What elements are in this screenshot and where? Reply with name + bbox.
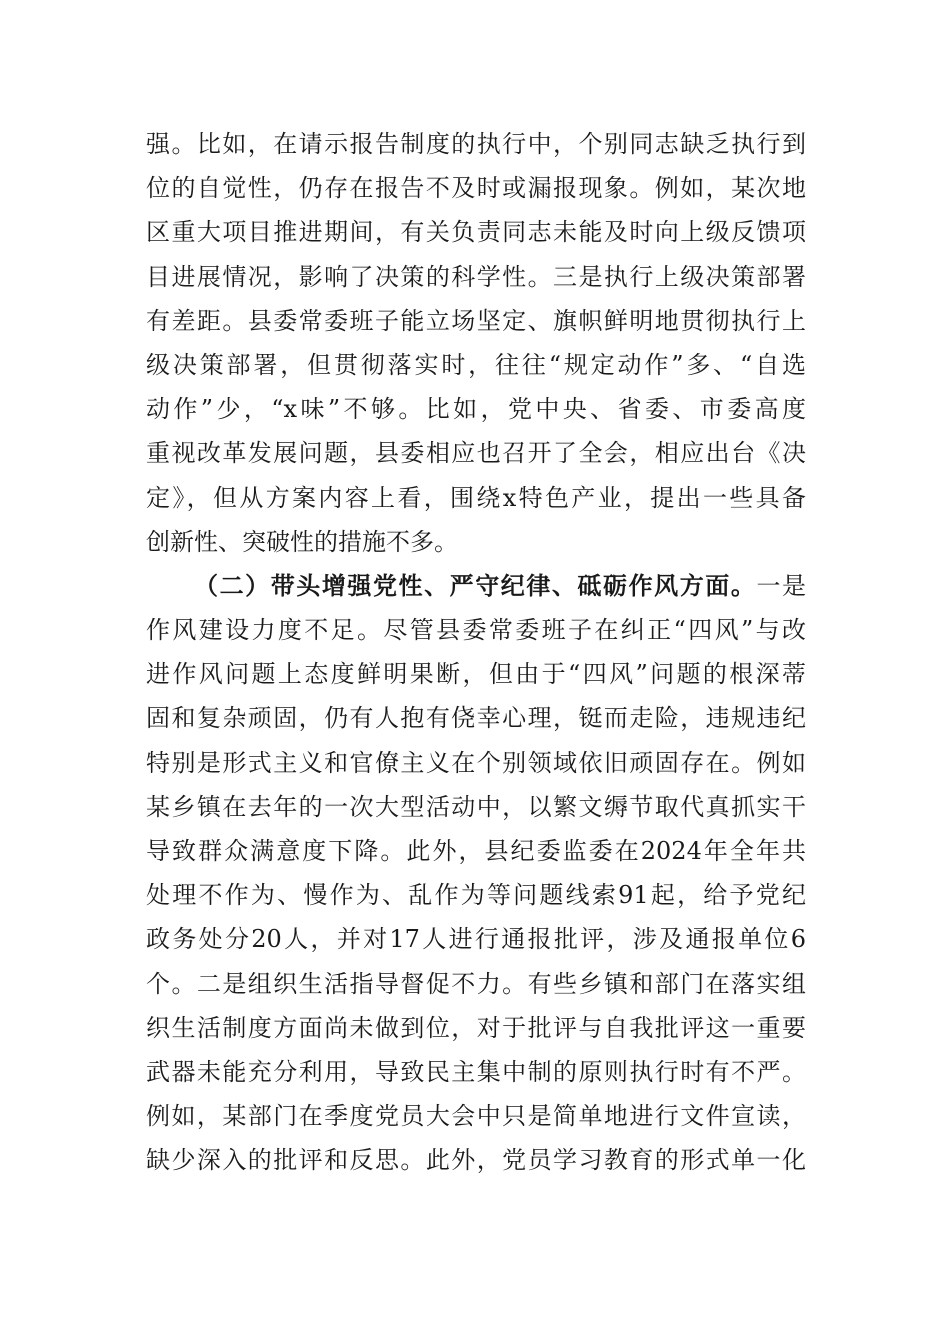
text-line: 政务处分20人，并对17人进行通报批评，涉及通报单位6 <box>146 925 806 954</box>
paragraph-2 <box>146 564 806 1183</box>
text-line: 例如，某部门在季度党员大会中只是简单地进行文件宣读， <box>146 1102 806 1131</box>
text-line: 处理不作为、慢作为、乱作为等问题线索91起，给予党纪 <box>146 881 806 910</box>
text-line: 动作”少，“x味”不够。比如，党中央、省委、市委高度 <box>146 395 806 424</box>
text-line: 固和复杂顽固，仍有人抱有侥幸心理，铤而走险，违规违纪 <box>146 704 806 733</box>
text-line: 特别是形式主义和官僚主义在个别领域依旧顽固存在。例如 <box>146 748 806 777</box>
text-line: 区重大项目推进期间，有关负责同志未能及时向上级反馈项 <box>146 218 806 247</box>
paragraph-1 <box>146 122 806 564</box>
text-line: 有差距。县委常委班子能立场坚定、旗帜鲜明地贯彻执行上 <box>146 306 806 335</box>
text-line: 织生活制度方面尚未做到位，对于批评与自我批评这一重要 <box>146 1013 806 1042</box>
text-line: 强。比如，在请示报告制度的执行中，个别同志缺乏执行到 <box>146 130 806 158</box>
text-line: 个。二是组织生活指导督促不力。有些乡镇和部门在落实组 <box>146 969 806 998</box>
text-line: 级决策部署，但贯彻落实时，往往“规定动作”多、“自选 <box>146 350 806 379</box>
section-heading: （二）带头增强党性、严守纪律、砥砺作风方面。 <box>194 570 757 600</box>
text-line: 位的自觉性，仍存在报告不及时或漏报现象。例如，某次地 <box>146 174 806 203</box>
text-line: 武器未能充分利用，导致民主集中制的原则执行时有不严。 <box>146 1057 806 1086</box>
heading-line-rest: 一是 <box>756 571 806 600</box>
text-line: 目进展情况，影响了决策的科学性。三是执行上级决策部署 <box>146 262 806 291</box>
section-heading-line <box>146 564 806 608</box>
text-line: 进作风问题上态度鲜明果断，但由于“四风”问题的根深蒂 <box>146 660 806 689</box>
text-line: 创新性、突破性的措施不多。 <box>146 527 458 556</box>
body-text <box>146 122 806 1183</box>
text-line: 重视改革发展问题，县委相应也召开了全会，相应出台《决 <box>146 439 806 468</box>
text-line: 定》，但从方案内容上看，围绕x特色产业，提出一些具备 <box>146 483 806 512</box>
text-line: 作风建设力度不足。尽管县委常委班子在纠正“四风”与改 <box>146 616 806 645</box>
text-line: 缺少深入的批评和反思。此外，党员学习教育的形式单一化 <box>146 1146 806 1175</box>
text-line: 某乡镇在去年的一次大型活动中，以繁文缛节取代真抓实干 <box>146 792 806 821</box>
text-line: 导致群众满意度下降。此外，县纪委监委在2024年全年共 <box>146 837 806 865</box>
